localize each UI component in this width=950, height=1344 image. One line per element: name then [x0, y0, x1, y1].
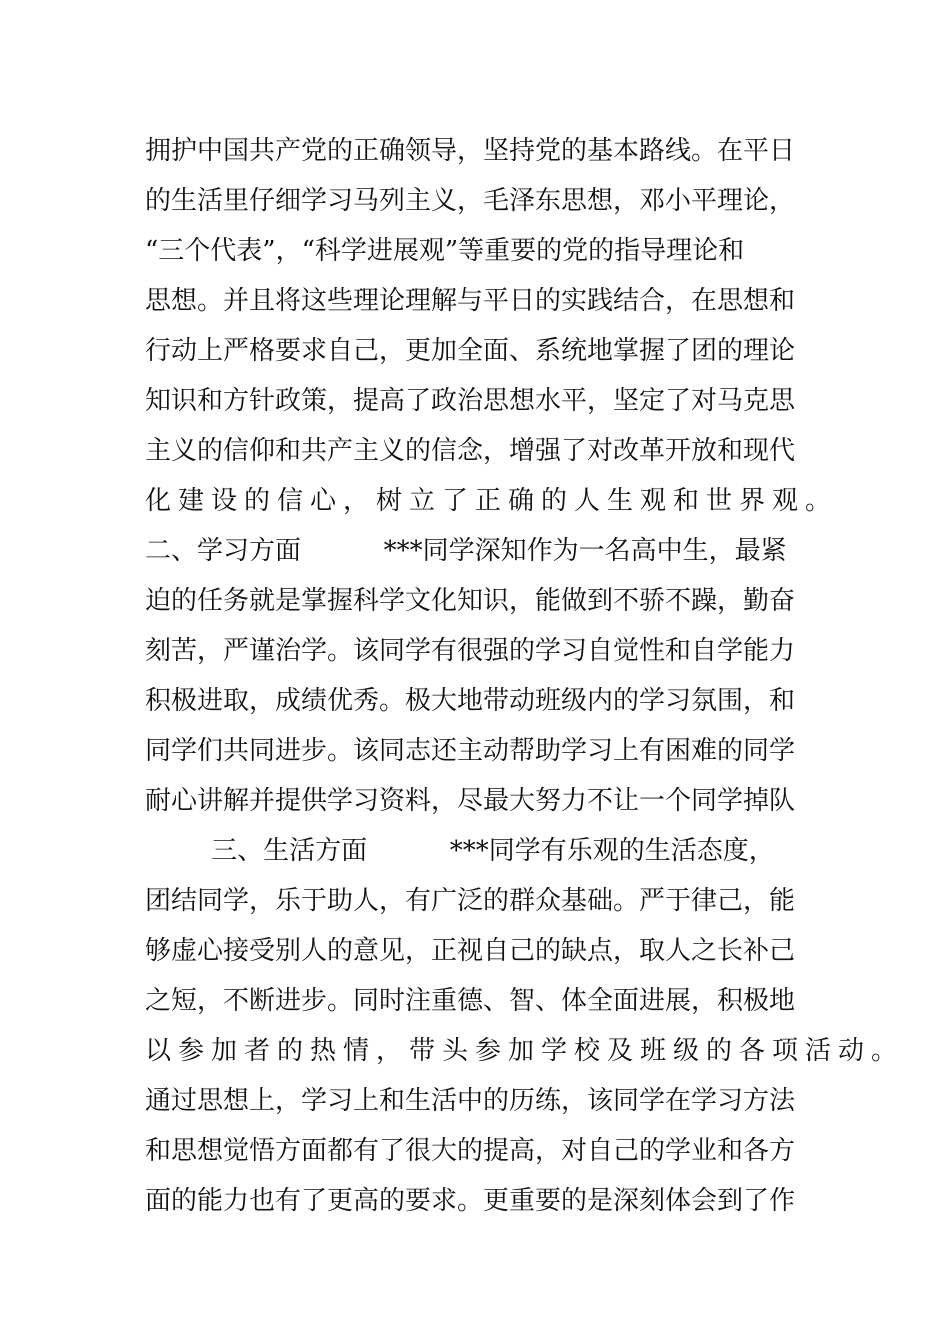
text-line: 积极进取，成绩优秀。极大地带动班级内的学习氛围，和 [145, 686, 796, 716]
text-line: 知识和方针政策，提高了政治思想水平，坚定了对马克思 [145, 386, 796, 416]
text-line: 耐心讲解并提供学习资料，尽最大努力不让一个同学掉队 [145, 786, 796, 816]
text-line: 和思想觉悟方面都有了很大的提高，对自己的学业和各方 [145, 1136, 796, 1166]
text-line: 拥护中国共产党的正确领导，坚持党的基本路线。在平日 [145, 136, 796, 166]
text-line: 化建设的信心，树立了正确的人生观和世界观。 [145, 486, 839, 516]
text-line: 迫的任务就是掌握科学文化知识，能做到不骄不躁，勤奋 [145, 586, 796, 616]
text-line: 团结同学，乐于助人，有广泛的群众基础。严于律己，能 [145, 886, 796, 916]
text-line: 同学们共同进步。该同志还主动帮助学习上有困难的同学 [145, 736, 796, 766]
section-heading-life: 三、生活方面 ***同学有乐观的生活态度， [145, 836, 775, 866]
text-line: 之短，不断进步。同时注重德、智、体全面进展，积极地 [145, 986, 796, 1016]
text-line: 行动上严格要求自己，更加全面、系统地掌握了团的理论 [145, 336, 796, 366]
text-line: 主义的信仰和共产主义的信念，增强了对改革开放和现代 [145, 436, 796, 466]
text-line: 以参加者的热情，带头参加学校及班级的各项活动。 [145, 1036, 905, 1066]
text-line: “三个代表”，“科学进展观”等重要的党的指导理论和 [145, 236, 745, 266]
body-text [145, 126, 905, 1226]
text-line: 够虚心接受别人的意见，正视自己的缺点，取人之长补己 [145, 936, 796, 966]
text-line: 面的能力也有了更高的要求。更重要的是深刻体会到了作 [145, 1186, 796, 1216]
text-line: 通过思想上，学习上和生活中的历练，该同学在学习方法 [145, 1086, 796, 1116]
text-line: 思想。并且将这些理论理解与平日的实践结合，在思想和 [145, 286, 796, 316]
section-heading-study: 二、学习方面 ***同学深知作为一名高中生，最紧 [145, 536, 787, 566]
text-line: 的生活里仔细学习马列主义，毛泽东思想，邓小平理论， [145, 186, 796, 216]
text-line: 刻苦，严谨治学。该同学有很强的学习自觉性和自学能力 [145, 636, 796, 666]
